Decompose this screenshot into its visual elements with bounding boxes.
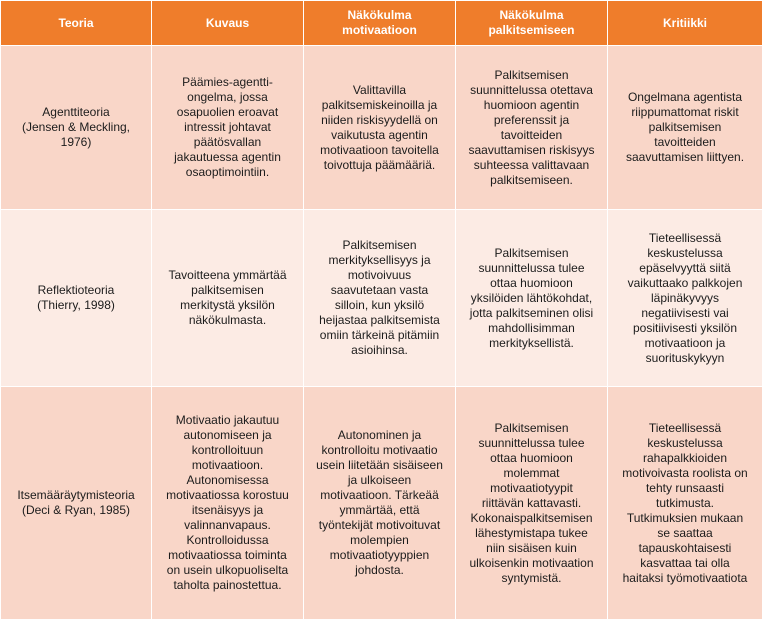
cell-kuvaus: Motivaatio jakautuu autonomiseen ja kontrolloituun motivaatioon. Autonomisessa motivaatiossa korostuu itsenäisyys ja valinnanvapaus. Kontrolloidussa motivaatiossa toiminta on usein ulkopuoliselta taholta painostettua.: [152, 387, 304, 620]
cell-kritiikki: Tieteellisessä keskustelussa epäselvyyttä siitä vaikuttaako palkkojen läpinäkyvyys negatiivisesti vai positiivisesti yksilön motivaatioon ja suorituskykyyn: [608, 210, 762, 387]
header-kritiikki: Kritiikki: [608, 1, 762, 46]
cell-teoria: Agenttiteoria (Jensen & Meckling, 1976): [1, 46, 152, 210]
header-teoria: Teoria: [1, 1, 152, 46]
cell-kritiikki: Ongelmana agentista riippumattomat riskit palkitsemisen tavoitteiden saavuttamisen liittyen.: [608, 46, 762, 210]
cell-palkitseminen: Palkitsemisen suunnittelussa tulee ottaa huomioon molemmat motivaatiotyypit riittävän kattavasti. Kokonaispalkitsemisen lähestymistapa tukee niin sisäisen kuin ulkoisenkin motivaation syntymistä.: [456, 387, 608, 620]
header-row: [1, 1, 762, 46]
cell-teoria: Reflektioteoria (Thierry, 1998): [1, 210, 152, 387]
cell-palkitseminen: Palkitsemisen suunnittelussa tulee ottaa huomioon yksilöiden lähtökohdat, jotta palkitseminen olisi mahdollisimman merkityksellistä.: [456, 210, 608, 387]
table-row: [1, 210, 762, 387]
cell-kuvaus: Tavoitteena ymmärtää palkitsemisen merkitystä yksilön näkökulmasta.: [152, 210, 304, 387]
cell-kritiikki: Tieteellisessä keskustelussa rahapalkkioiden motivoivasta roolista on tehty runsaasti tutkimusta. Tutkimuksien mukaan se saattaa tapauskohtaisesti kasvattaa tai olla haitaksi työmotivaatiota: [608, 387, 762, 620]
cell-motivaatio: Palkitsemisen merkityksellisyys ja motivoivuus saavutetaan vasta silloin, kun yksilö heijastaa palkitsemista omiin tärkeinä pitämiin asioihinsa.: [304, 210, 456, 387]
table-row: [1, 387, 762, 620]
header-kuvaus: Kuvaus: [152, 1, 304, 46]
table-row: [1, 46, 762, 210]
cell-kuvaus: Päämies-agentti- ongelma, jossa osapuolien eroavat intressit johtavat päätösvallan jakautuessa agentin osaoptimointiin.: [152, 46, 304, 210]
cell-motivaatio: Autonominen ja kontrolloitu motivaatio usein liitetään sisäiseen ja ulkoiseen motivaatioon. Tärkeää ymmärtää, että työntekijät motivoituvat molempien motivaatiotyyppien johdosta.: [304, 387, 456, 620]
cell-palkitseminen: Palkitsemisen suunnittelussa otettava huomioon agentin preferenssit ja tavoitteiden saavuttamisen riskisyys suhteessa valittavaan palkitsemiseen.: [456, 46, 608, 210]
header-nakokulma-palkitsemiseen: Näkökulma palkitsemiseen: [456, 1, 608, 46]
header-nakokulma-motivaatioon: Näkökulma motivaatioon: [304, 1, 456, 46]
cell-motivaatio: Valittavilla palkitsemiskeinoilla ja niiden riskisyydellä on vaikutusta agentin motivaatioon tavoitella toivottuja päämääriä.: [304, 46, 456, 210]
cell-teoria: Itsemääräytymisteoria (Deci & Ryan, 1985): [1, 387, 152, 620]
